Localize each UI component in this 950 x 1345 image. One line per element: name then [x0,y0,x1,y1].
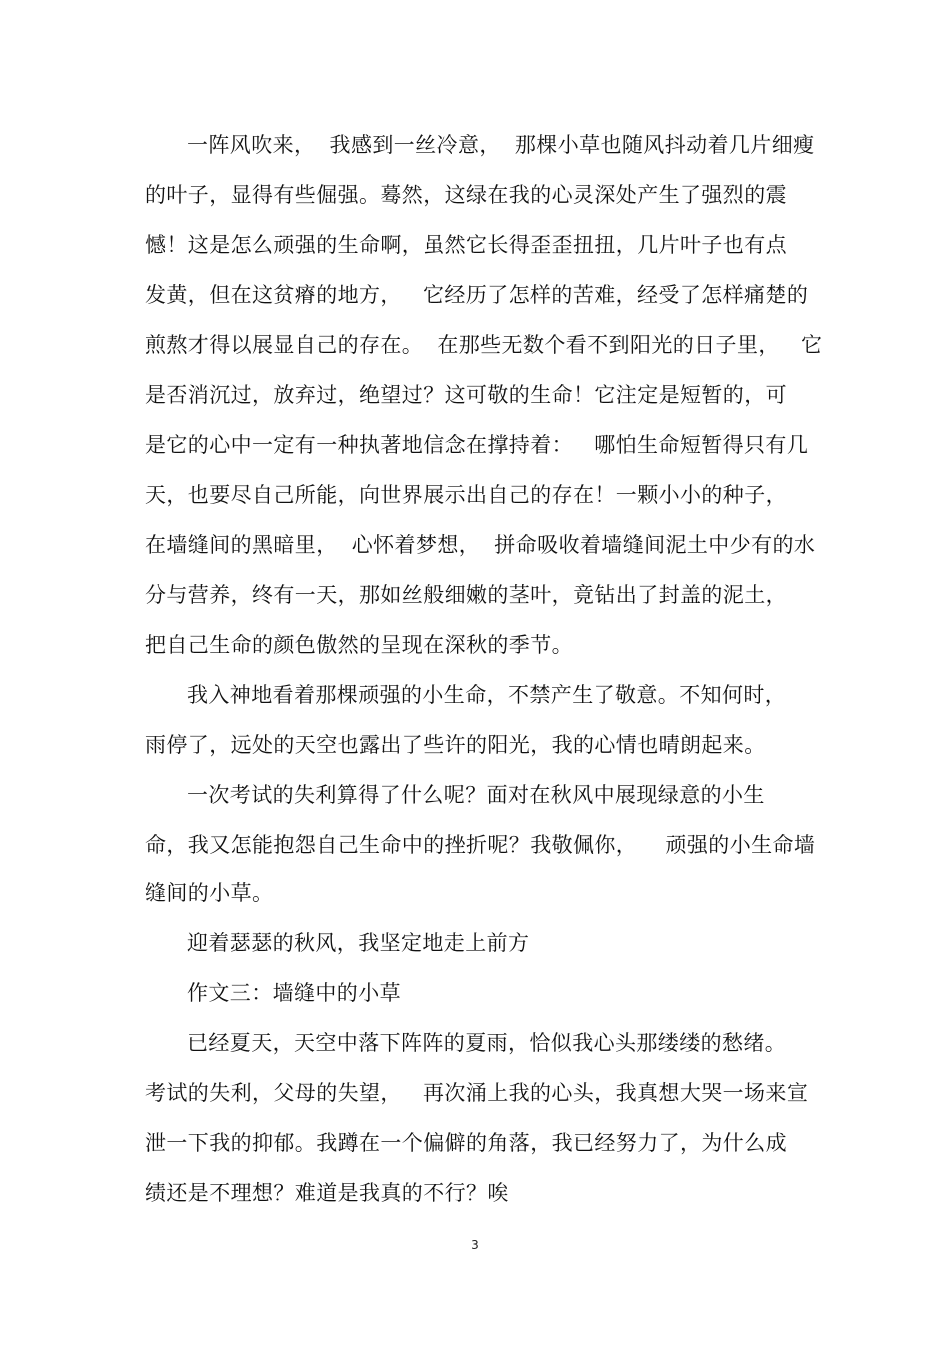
text-line: 在墙缝间的黑暗里， 心怀着梦想， 拼命吸收着墙缝间泥土中少有的水 [145,533,816,557]
text-line: 泄一下我的抑郁。我蹲在一个偏僻的角落，我已经努力了，为什么成 [145,1131,787,1155]
text-line: 一次考试的失利算得了什么呢？面对在秋风中展现绿意的小生 [187,783,765,807]
text-line: 考试的失利，父母的失望， 再次涌上我的心头，我真想大哭一场来宣 [145,1081,809,1105]
text-line: 我入神地看着那棵顽强的小生命，不禁产生了敬意。不知何时， [187,683,787,707]
text-line: 天，也要尽自己所能，向世界展示出自己的存在！一颗小小的种子， [145,483,787,507]
section-heading: 作文三：墙缝中的小草 [187,981,401,1005]
text-line: 已经夏天，天空中落下阵阵的夏雨，恰似我心头那缕缕的愁绪。 [187,1031,787,1055]
text-line: 分与营养，终有一天，那如丝般细嫩的茎叶，竟钻出了封盖的泥土， [145,583,787,607]
text-line: 命，我又怎能抱怨自己生命中的挫折呢？我敬佩你， 顽强的小生命墙 [145,833,816,857]
text-line: 缝间的小草。 [145,881,274,905]
text-line: 一阵风吹来， 我感到一丝冷意， 那棵小草也随风抖动着几片细瘦 [187,133,815,157]
text-line: 憾！这是怎么顽强的生命啊，虽然它长得歪歪扭扭，几片叶子也有点 [145,233,787,257]
text-line: 是它的心中一定有一种执著地信念在撑持着： 哪怕生命短暂得只有几 [145,433,809,457]
text-line: 发黄，但在这贫瘠的地方， 它经历了怎样的苦难，经受了怎样痛楚的 [145,283,809,307]
text-line: 绩还是不理想？难道是我真的不行？唉 [145,1181,509,1205]
text-line: 煎熬才得以展显自己的存在。 在那些无数个看不到阳光的日子里， 它 [145,333,823,357]
page-number: 3 [471,1238,479,1252]
text-line: 把自己生命的颜色傲然的呈现在深秋的季节。 [145,633,573,657]
text-line: 雨停了，远处的天空也露出了些许的阳光，我的心情也晴朗起来。 [145,733,766,757]
text-line: 是否消沉过，放弃过，绝望过？这可敬的生命！它注定是短暂的，可 [145,383,787,407]
text-line: 的叶子，显得有些倔强。蓦然，这绿在我的心灵深处产生了强烈的震 [145,183,787,207]
text-line: 迎着瑟瑟的秋风，我坚定地走上前方 [187,931,530,955]
